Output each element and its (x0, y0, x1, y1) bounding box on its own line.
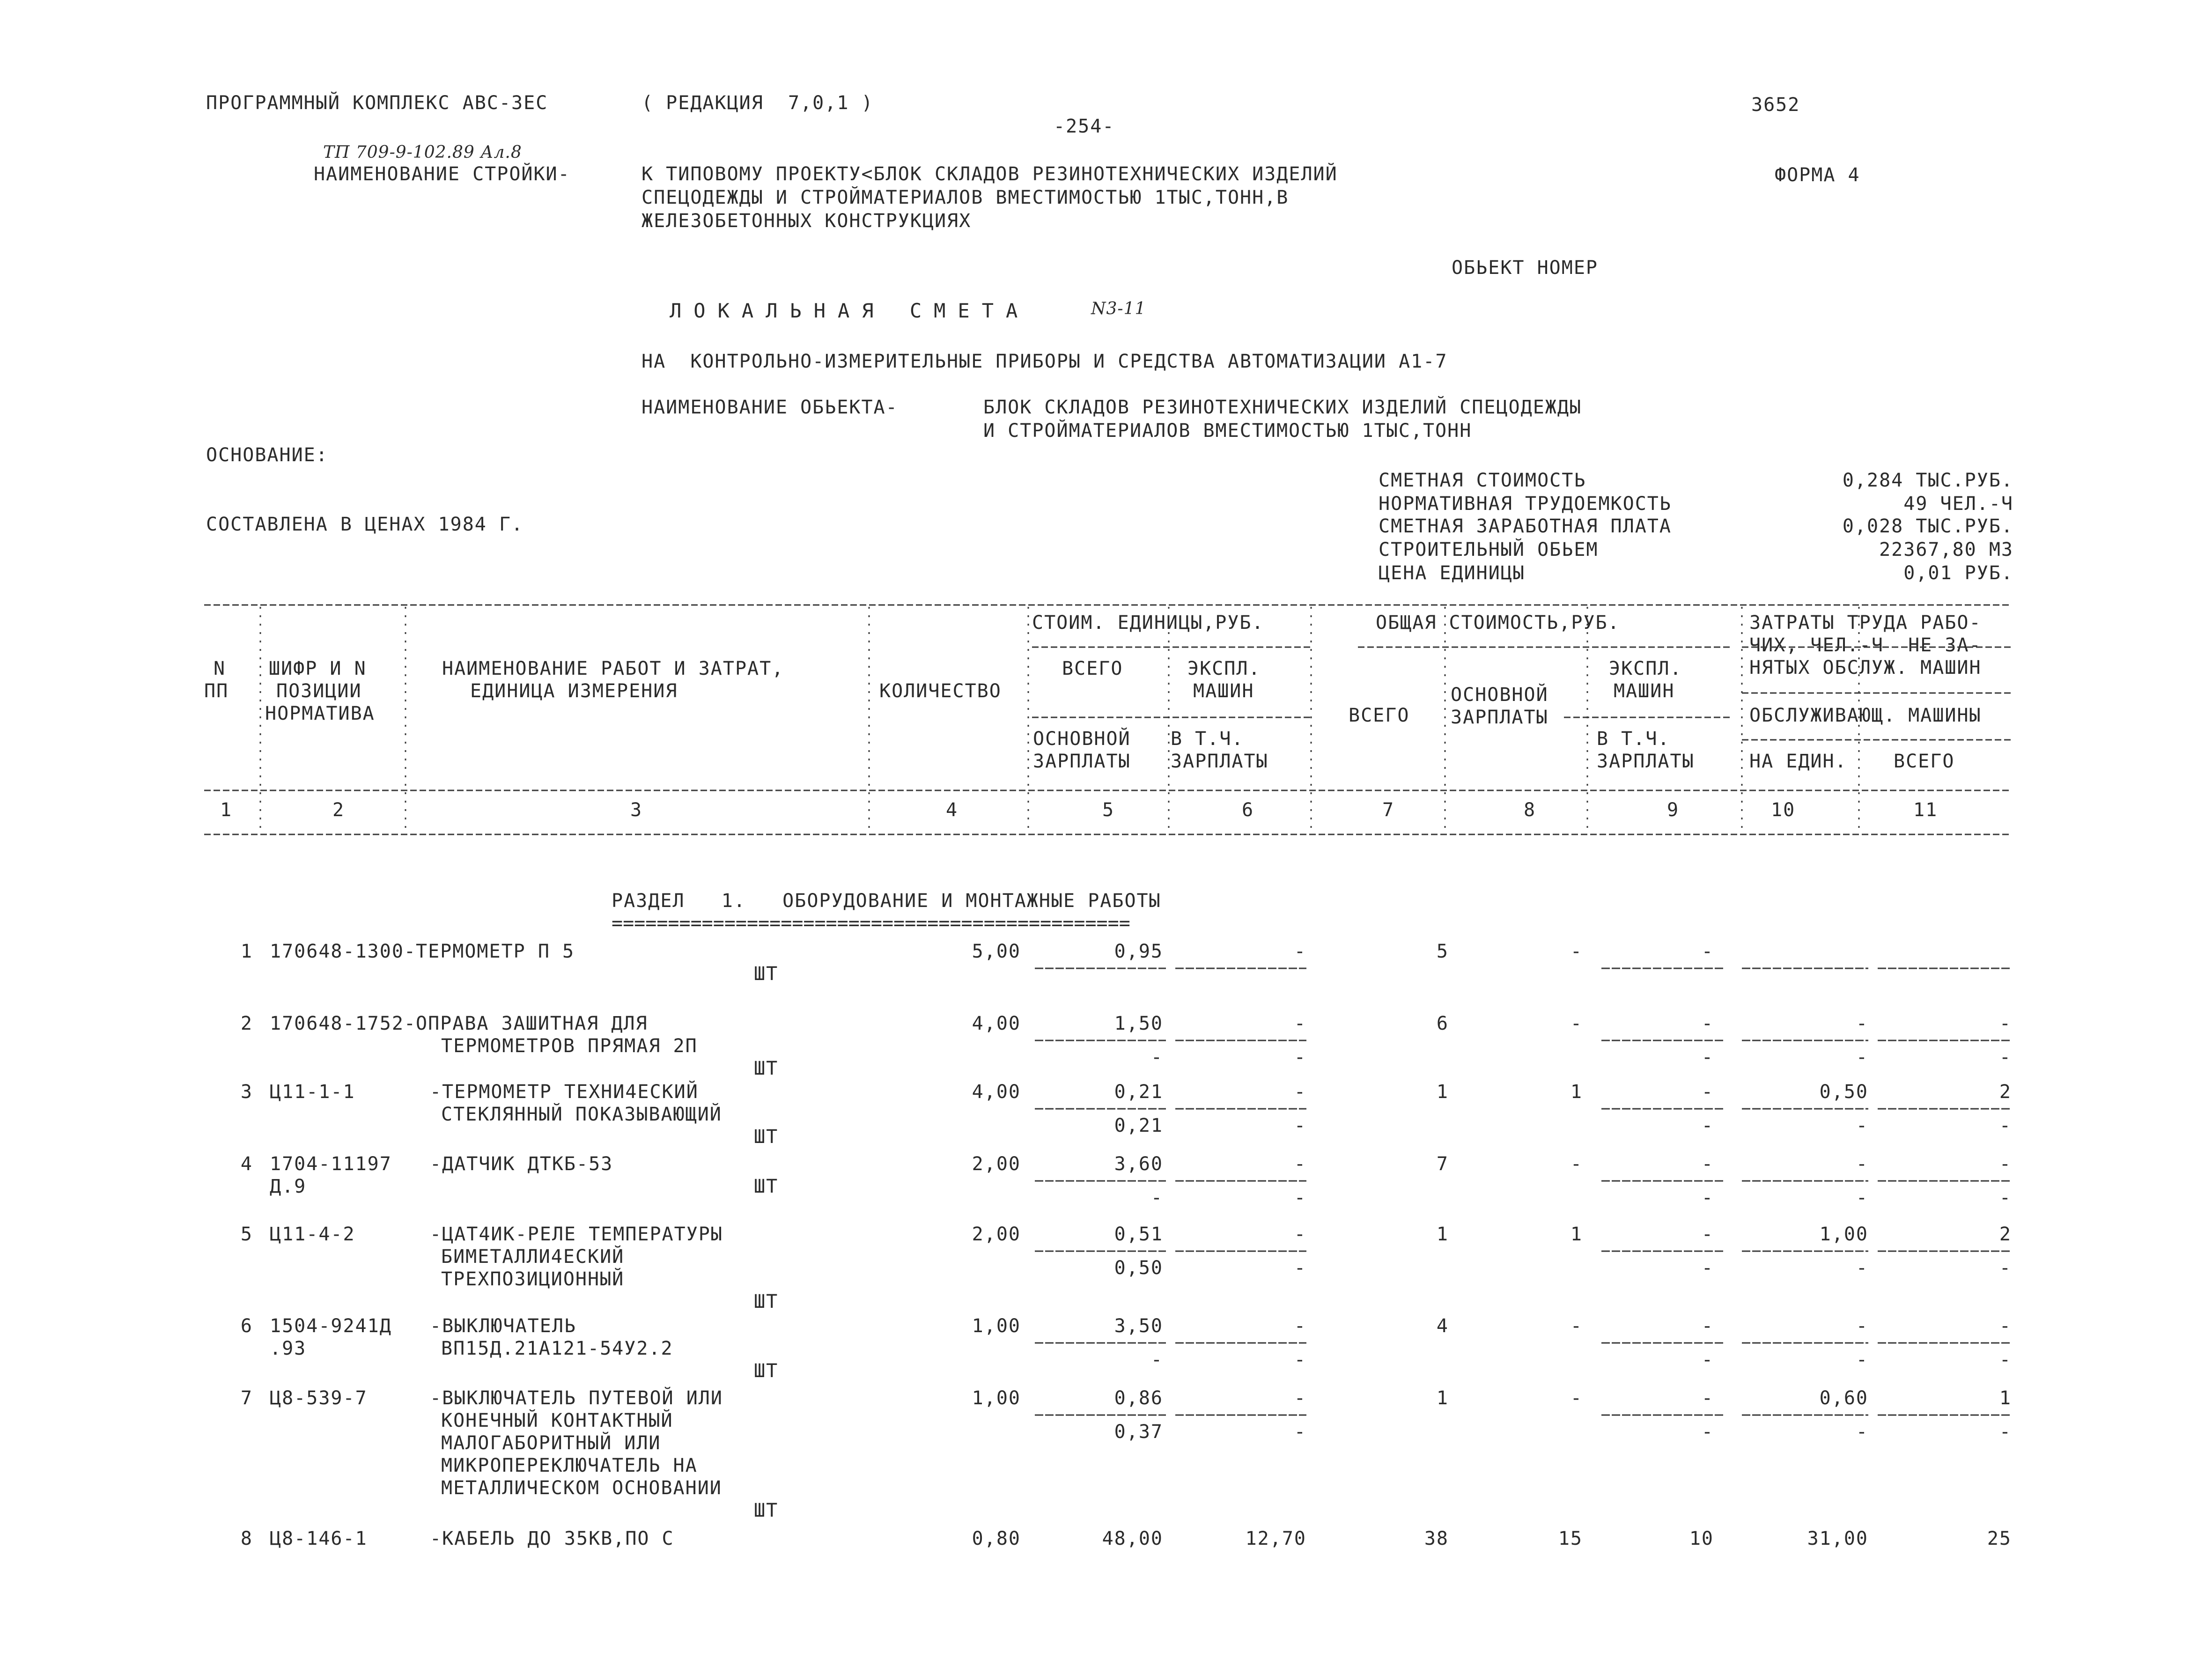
row-quantity: 4,00 (972, 1013, 1021, 1034)
row-labor-total: 2 (1999, 1081, 2012, 1103)
row-code: .93 (270, 1338, 307, 1359)
summary-label: СМЕТНАЯ ЗАРАБОТНАЯ ПЛАТА (1379, 516, 1672, 537)
row-code: Ц8-146-1 (270, 1528, 368, 1549)
row-machines-wage: - (1701, 1047, 1714, 1068)
row-unit-machines: - (1294, 1081, 1306, 1103)
row-name: ТРЕХПОЗИЦИОННЫЙ (441, 1268, 625, 1290)
row-code: 1504-9241Д (270, 1315, 392, 1337)
row-unit-wage: - (1150, 1047, 1163, 1068)
column-number: 3 (630, 799, 643, 821)
row-labor-machines-total: - (1999, 1115, 2012, 1136)
row-name: -КАБЕЛЬ ДО 35КВ,ПО С (430, 1528, 674, 1549)
hdr-labor-total: ВСЕГО (1894, 751, 1955, 772)
object-label: НАИМЕНОВАНИЕ ОБЬЕКТА- (641, 397, 898, 418)
row-unit-machines: - (1294, 1315, 1306, 1337)
row-labor-per-unit: - (1856, 1013, 1868, 1034)
row-unit-machines-wage: - (1294, 1421, 1306, 1443)
row-unit-machines-wage: - (1294, 1115, 1306, 1136)
row-total: 1 (1436, 1224, 1449, 1245)
construction-label: НАИМЕНОВАНИЕ СТРОЙКИ- (314, 163, 570, 185)
row-number: 7 (240, 1387, 253, 1409)
row-unit-cost: 0,86 (1114, 1387, 1163, 1409)
row-code: 1704-11197 (270, 1153, 392, 1175)
hdr-unit-base-2: ЗАРПЛАТЫ (1033, 751, 1131, 772)
section-title: РАЗДЕЛ 1. ОБОРУДОВАНИЕ И МОНТАЖНЫЕ РАБОТЫ (612, 890, 1161, 912)
row-number: 2 (240, 1013, 253, 1034)
row-quantity: 2,00 (972, 1224, 1021, 1245)
row-total: 6 (1436, 1013, 1449, 1034)
row-total: 38 (1424, 1528, 1449, 1549)
form-label: ФОРМА 4 (1775, 164, 1860, 186)
row-labor-machines-total: - (1999, 1187, 2012, 1209)
hdr-labor-per-unit: НА ЕДИН. (1749, 751, 1847, 772)
row-code: Ц8-539-7 (270, 1387, 368, 1409)
row-number: 1 (240, 941, 253, 962)
column-number: 5 (1102, 799, 1115, 821)
row-name: КОНЕЧНЫЙ КОНТАКТНЫЙ (441, 1410, 673, 1431)
row-base-wage: - (1570, 941, 1583, 962)
hdr-unit-cost: СТОИМ. ЕДИНИЦЫ,РУБ. (1032, 612, 1264, 634)
row-labor-machines-unit: - (1856, 1115, 1868, 1136)
hdr-total-incl-1: В Т.Ч. (1597, 728, 1670, 750)
hdr-labor-4: ОБСЛУЖИВАЮЩ. МАШИНЫ (1749, 705, 1982, 726)
row-base-wage: - (1570, 1387, 1583, 1409)
row-quantity: 2,00 (972, 1153, 1021, 1175)
row-total: 1 (1436, 1387, 1449, 1409)
row-total: 4 (1436, 1315, 1449, 1337)
row-labor-total: 25 (1987, 1528, 2012, 1549)
column-number: 6 (1242, 799, 1254, 821)
summary-value: 0,01 РУБ. (1903, 562, 2013, 584)
row-labor-total: 1 (1999, 1387, 2012, 1409)
row-code: Ц11-1-1 (270, 1081, 355, 1103)
row-machines-total: - (1701, 1081, 1714, 1103)
row-number: 4 (240, 1153, 253, 1175)
row-unit-wage: - (1150, 1187, 1163, 1209)
row-labor-per-unit: 1,00 (1819, 1224, 1868, 1245)
row-name: МАЛОГАБОРИТНЫЙ ИЛИ (441, 1432, 661, 1454)
row-unit-cost: 0,51 (1114, 1224, 1163, 1245)
column-number: 10 (1771, 799, 1796, 821)
row-labor-per-unit: - (1856, 1315, 1868, 1337)
row-code: 170648-1300- (270, 941, 416, 962)
row-number: 8 (240, 1528, 253, 1549)
row-name: ОПРАВА ЗАШИТНАЯ ДЛЯ (416, 1013, 648, 1034)
row-base-wage: 15 (1558, 1528, 1583, 1549)
row-unit-machines: - (1294, 1153, 1306, 1175)
row-name: -ДАТЧИК ДТКБ-53 (430, 1153, 613, 1175)
row-name: -ЦАТ4ИК-РЕЛЕ ТЕМПЕРАТУРЫ (430, 1224, 723, 1245)
row-labor-machines-total: - (1999, 1257, 2012, 1279)
row-machines-total: - (1701, 941, 1714, 962)
estimate-title: ЛОКАЛЬНАЯ СМЕТА (670, 299, 1030, 322)
row-unit-machines-wage: - (1294, 1047, 1306, 1068)
row-labor-machines-unit: - (1856, 1257, 1868, 1279)
row-unit: ШТ (754, 1500, 779, 1521)
construction-line-3: ЖЕЛЕЗОБЕТОННЫХ КОНСТРУКЦИЯХ (641, 210, 972, 232)
section-underline: ============================================== (612, 913, 1130, 934)
column-number: 4 (946, 799, 959, 821)
summary-value: 22367,80 М3 (1879, 539, 2013, 560)
row-number: 6 (240, 1315, 253, 1337)
object-number-label: ОБЬЕКТ НОМЕР (1452, 257, 1598, 279)
hdr-total-base-2: ЗАРПЛАТЫ (1451, 707, 1548, 728)
row-labor-machines-unit: - (1856, 1047, 1868, 1068)
row-unit-wage: 0,21 (1114, 1115, 1163, 1136)
row-quantity: 1,00 (972, 1387, 1021, 1409)
row-name: -ВЫКЛЮЧАТЕЛЬ (430, 1315, 576, 1337)
row-unit: ШТ (754, 1360, 779, 1382)
summary-value: 49 ЧЕЛ.-Ч (1903, 493, 2013, 515)
row-total: 7 (1436, 1153, 1449, 1175)
row-unit-wage: 0,37 (1114, 1421, 1163, 1443)
summary-label: ЦЕНА ЕДИНИЦЫ (1379, 562, 1525, 584)
hdr-unit-mach-2: МАШИН (1193, 680, 1254, 702)
hdr-unit-base-1: ОСНОВНОЙ (1033, 728, 1131, 750)
summary-label: СТРОИТЕЛЬНЫЙ ОБЬЕМ (1379, 539, 1599, 560)
hdr-total-all: ВСЕГО (1349, 705, 1410, 726)
object-line-1: БЛОК СКЛАДОВ РЕЗИНОТЕХНИЧЕСКИХ ИЗДЕЛИЙ СПЕЦОДЕЖДЫ (983, 397, 1582, 418)
row-machines-wage: - (1701, 1349, 1714, 1371)
hdr-unit-incl-2: ЗАРПЛАТЫ (1171, 751, 1268, 772)
row-unit-wage: 0,50 (1114, 1257, 1163, 1279)
summary-label: СМЕТНАЯ СТОИМОСТЬ (1379, 470, 1586, 491)
row-name: МИКРОПЕРЕКЛЮЧАТЕЛЬ НА (441, 1455, 698, 1476)
row-labor-per-unit: 0,50 (1819, 1081, 1868, 1103)
row-unit-machines: 12,70 (1245, 1528, 1306, 1549)
row-unit-machines: - (1294, 1224, 1306, 1245)
row-unit-machines: - (1294, 1013, 1306, 1034)
estimate-subject: НА КОНТРОЛЬНО-ИЗМЕРИТЕЛЬНЫЕ ПРИБОРЫ И СРЕДСТВА АВТОМАТИЗАЦИИ А1-7 (641, 351, 1448, 372)
program-name: ПРОГРАММНЫЙ КОМПЛЕКС АВС-ЗЕС (206, 92, 548, 114)
hdr-pp: ПП (204, 680, 229, 702)
row-quantity: 0,80 (972, 1528, 1021, 1549)
row-unit-cost: 3,50 (1114, 1315, 1163, 1337)
row-number: 3 (240, 1081, 253, 1103)
sheet-number: 3652 (1751, 94, 1800, 116)
hdr-unit-mach-1: ЭКСПЛ. (1187, 658, 1261, 679)
row-labor-total: - (1999, 1013, 2012, 1034)
row-unit: ШТ (754, 963, 779, 985)
row-name: БИМЕТАЛЛИ4ЕСКИЙ (441, 1246, 625, 1268)
row-number: 5 (240, 1224, 253, 1245)
row-machines-total: - (1701, 1315, 1714, 1337)
row-labor-per-unit: - (1856, 1153, 1868, 1175)
hdr-total-mach-2: МАШИН (1614, 680, 1675, 702)
row-name: -ВЫКЛЮЧАТЕЛЬ ПУТЕВОЙ ИЛИ (430, 1387, 723, 1409)
hdr-total-cost: ОБЩАЯ СТОИМОСТЬ,РУБ. (1376, 612, 1620, 634)
construction-line-2: СПЕЦОДЕЖДЫ И СТРОЙМАТЕРИАЛОВ ВМЕСТИМОСТЬЮ 1ТЫС,ТОНН,В (641, 187, 1289, 208)
hdr-code-2: ПОЗИЦИИ (276, 680, 362, 702)
row-unit: ШТ (754, 1126, 779, 1148)
hdr-labor-2: ЧИХ, ЧЕЛ.-Ч НЕ ЗА- (1749, 634, 1982, 656)
summary-label: НОРМАТИВНАЯ ТРУДОЕМКОСТЬ (1379, 493, 1672, 515)
row-machines-total: - (1701, 1224, 1714, 1245)
row-base-wage: 1 (1570, 1224, 1583, 1245)
row-machines-total: - (1701, 1013, 1714, 1034)
row-machines-wage: - (1701, 1421, 1714, 1443)
hdr-code-1: ШИФР И N (269, 658, 367, 679)
row-machines-total: - (1701, 1387, 1714, 1409)
hdr-total-incl-2: ЗАРПЛАТЫ (1597, 751, 1695, 772)
page-number: -254- (1054, 116, 1115, 137)
row-unit-cost: 0,21 (1114, 1081, 1163, 1103)
hdr-total-mach-1: ЭКСПЛ. (1609, 658, 1682, 679)
column-number: 2 (332, 799, 345, 821)
row-unit-cost: 3,60 (1114, 1153, 1163, 1175)
row-unit-machines: - (1294, 941, 1306, 962)
row-labor-machines-unit: - (1856, 1187, 1868, 1209)
handwritten-reference: ТП 709-9-102.89 Ал.8 (323, 143, 522, 162)
estimate-number: N3-11 (1091, 299, 1146, 318)
summary-value: 0,284 ТЫС.РУБ. (1842, 470, 2013, 491)
hdr-name-2: ЕДИНИЦА ИЗМЕРЕНИЯ (470, 680, 678, 702)
row-name: ТЕРМОМЕТР П 5 (416, 941, 575, 962)
row-machines-wage: - (1701, 1115, 1714, 1136)
row-machines-total: 10 (1689, 1528, 1714, 1549)
row-unit-cost: 1,50 (1114, 1013, 1163, 1034)
row-unit: ШТ (754, 1058, 779, 1079)
hdr-labor-1: ЗАТРАТЫ ТРУДА РАБО- (1749, 612, 1982, 634)
column-number: 9 (1667, 799, 1680, 821)
hdr-quantity: КОЛИЧЕСТВО (879, 680, 1002, 702)
row-base-wage: - (1570, 1153, 1583, 1175)
column-number: 7 (1382, 799, 1395, 821)
row-machines-wage: - (1701, 1257, 1714, 1279)
row-unit-cost: 0,95 (1114, 941, 1163, 962)
hdr-total-base-1: ОСНОВНОЙ (1451, 684, 1548, 706)
row-base-wage: - (1570, 1315, 1583, 1337)
row-code: 170648-1752- (270, 1013, 416, 1034)
hdr-name-1: НАИМЕНОВАНИЕ РАБОТ И ЗАТРАТ, (442, 658, 784, 679)
column-number: 11 (1913, 799, 1938, 821)
row-unit-cost: 48,00 (1102, 1528, 1163, 1549)
basis-label: ОСНОВАНИЕ: (206, 444, 328, 466)
row-base-wage: 1 (1570, 1081, 1583, 1103)
edition: ( РЕДАКЦИЯ 7,0,1 ) (641, 92, 874, 114)
row-quantity: 1,00 (972, 1315, 1021, 1337)
row-code: Ц11-4-2 (270, 1224, 355, 1245)
row-unit-machines-wage: - (1294, 1187, 1306, 1209)
row-name: ВП15Д.21А121-54У2.2 (441, 1338, 673, 1359)
row-unit-wage: - (1150, 1349, 1163, 1371)
row-unit-machines-wage: - (1294, 1257, 1306, 1279)
construction-line-1: К ТИПОВОМУ ПРОЕКТУ<БЛОК СКЛАДОВ РЕЗИНОТЕХНИЧЕСКИХ ИЗДЕЛИЙ (641, 163, 1338, 185)
row-labor-total: - (1999, 1153, 2012, 1175)
column-number: 1 (220, 799, 233, 821)
row-name: МЕТАЛЛИЧЕСКОМ ОСНОВАНИИ (441, 1477, 722, 1499)
row-quantity: 4,00 (972, 1081, 1021, 1103)
hdr-labor-3: НЯТЫХ ОБСЛУЖ. МАШИН (1749, 657, 1982, 678)
row-base-wage: - (1570, 1013, 1583, 1034)
row-labor-per-unit: 31,00 (1807, 1528, 1868, 1549)
prices-label: СОСТАВЛЕНА В ЦЕНАХ 1984 Г. (206, 514, 524, 535)
row-labor-machines-total: - (1999, 1421, 2012, 1443)
hdr-unit-incl-1: В Т.Ч. (1171, 728, 1244, 750)
hdr-code-3: НОРМАТИВА (265, 703, 375, 724)
row-unit-machines-wage: - (1294, 1349, 1306, 1371)
row-code: Д.9 (270, 1176, 307, 1197)
row-labor-total: - (1999, 1315, 2012, 1337)
row-labor-machines-total: - (1999, 1349, 2012, 1371)
row-machines-total: - (1701, 1153, 1714, 1175)
object-line-2: И СТРОЙМАТЕРИАЛОВ ВМЕСТИМОСТЬЮ 1ТЫС,ТОНН (983, 420, 1472, 442)
column-number: 8 (1524, 799, 1536, 821)
summary-value: 0,028 ТЫС.РУБ. (1842, 516, 2013, 537)
hdr-unit-total: ВСЕГО (1062, 658, 1123, 679)
row-unit: ШТ (754, 1176, 779, 1197)
row-labor-machines-total: - (1999, 1047, 2012, 1068)
row-quantity: 5,00 (972, 941, 1021, 962)
row-labor-total: 2 (1999, 1224, 2012, 1245)
row-labor-machines-unit: - (1856, 1349, 1868, 1371)
row-machines-wage: - (1701, 1187, 1714, 1209)
row-name: ТЕРМОМЕТРОВ ПРЯМАЯ 2П (441, 1035, 698, 1057)
row-unit: ШТ (754, 1291, 779, 1312)
row-labor-per-unit: 0,60 (1819, 1387, 1868, 1409)
hdr-n: N (214, 658, 226, 679)
row-unit-machines: - (1294, 1387, 1306, 1409)
row-total: 5 (1436, 941, 1449, 962)
row-labor-machines-unit: - (1856, 1421, 1868, 1443)
row-name: -ТЕРМОМЕТР ТЕХНИ4ЕСКИЙ (430, 1081, 699, 1103)
row-name: СТЕКЛЯННЫЙ ПОКАЗЫВАЮЩИЙ (441, 1104, 722, 1125)
row-total: 1 (1436, 1081, 1449, 1103)
